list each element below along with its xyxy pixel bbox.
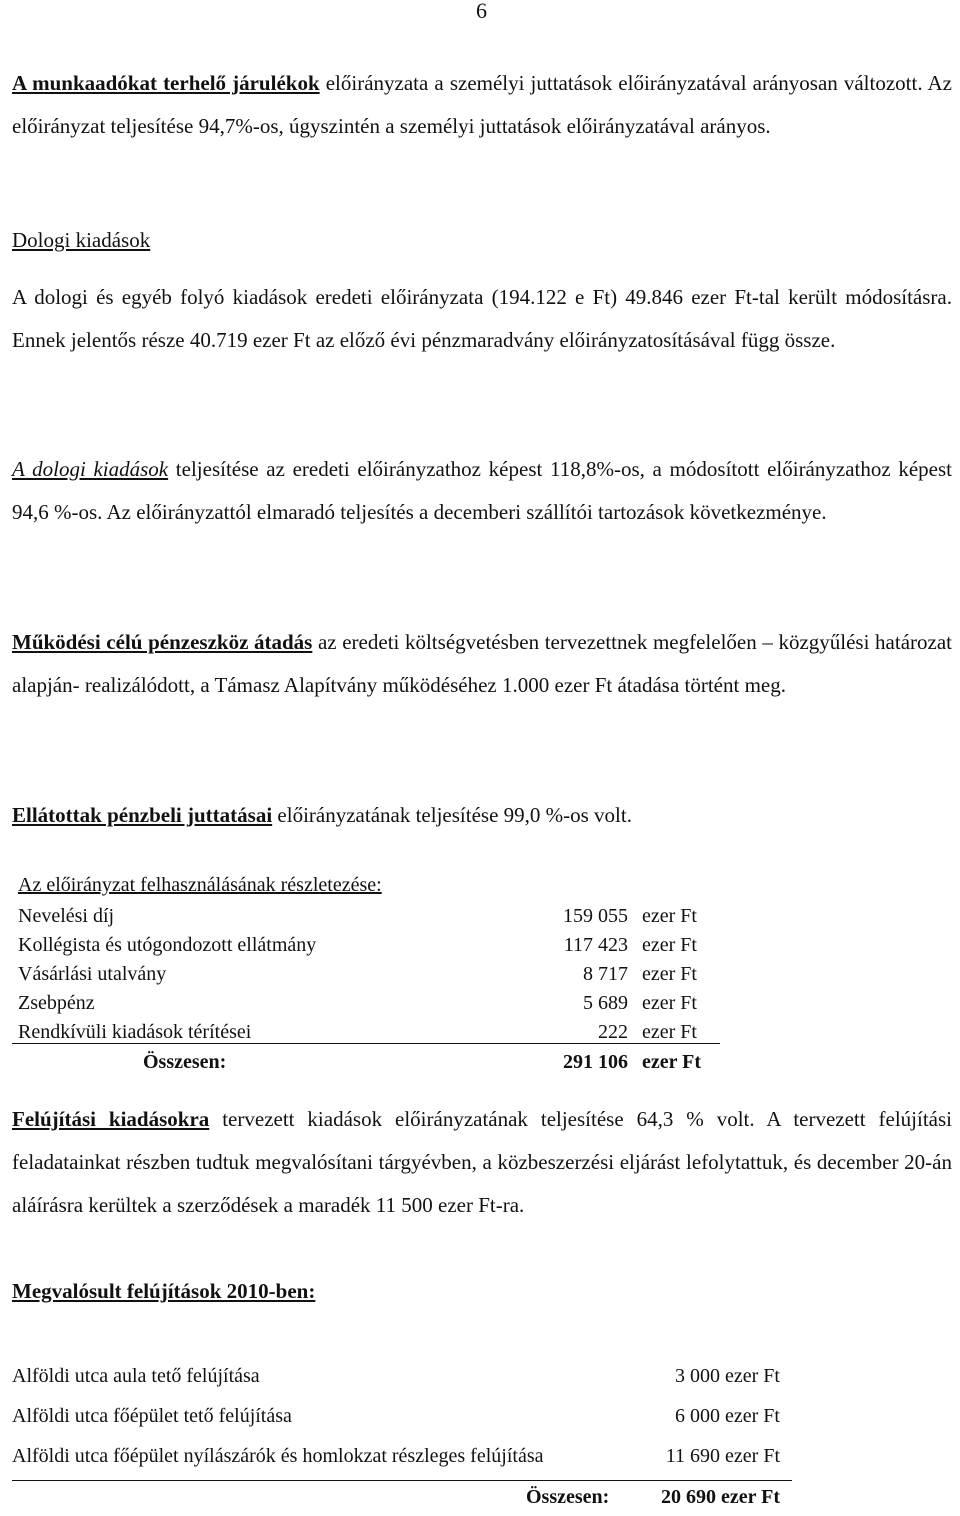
row-label: Zsebpénz <box>18 992 95 1014</box>
row-label: Nevelési díj <box>18 905 115 927</box>
row-amount: 159 055 <box>563 905 628 927</box>
row-unit: ezer Ft <box>642 992 697 1014</box>
paragraph-renovation <box>12 1098 952 1227</box>
renovation-lead: Felújítási kiadásokra <box>12 1107 210 1131</box>
row-amount: 222 <box>598 1021 628 1043</box>
row-amount: 117 423 <box>563 934 628 956</box>
paragraph-dologi-performance <box>12 448 952 534</box>
paragraph-benefits <box>12 794 952 837</box>
row-label: Vásárlási utalvány <box>18 963 167 985</box>
benefits-text: előirányzatának teljesítése 99,0 %-os volt. <box>272 803 632 827</box>
row-unit: ezer Ft <box>642 963 697 985</box>
row-label: Kollégista és utógondozott ellátmány <box>18 934 317 956</box>
row-unit: ezer Ft <box>642 905 697 927</box>
contributions-text: előirányzata a személyi juttatások előirányzatával arányosan változott. Az előirányzat teljesítése 94,7%-os, úgyszintén a személyi juttatások előirányzatával arányos. <box>12 71 952 138</box>
renovation-label: Alföldi utca főépület tető felújítása <box>12 1405 292 1427</box>
transfer-text: az eredeti költségvetésben tervezettnek megfelelően – közgyűlési határozat alapján- realizálódott, a Támasz Alapítvány működéséhez 1.000 ezer Ft átadása történt meg. <box>12 630 952 697</box>
row-amount: 5 689 <box>583 992 628 1014</box>
renovation-amount: 3 000 ezer Ft <box>675 1365 780 1387</box>
contributions-lead: A munkaadókat terhelő járulékok <box>12 71 320 95</box>
row-unit: ezer Ft <box>642 1021 697 1043</box>
row-unit: ezer Ft <box>642 934 697 956</box>
transfer-lead: Működési célú pénzeszköz átadás <box>12 630 313 654</box>
renovation-amount: 6 000 ezer Ft <box>675 1405 780 1427</box>
renovation-label: Alföldi utca főépület nyílászárók és homlokzat részleges felújítása <box>12 1445 544 1467</box>
paragraph-dologi: A dologi és egyéb folyó kiadások eredeti előirányzata (194.122 e Ft) 49.846 ezer Ft-tal került módosításra. Ennek jelentős része 40.719 ezer Ft az előző évi pénzmaradvány előirányzatosításával függ össze. <box>12 285 952 352</box>
renovation-label: Alföldi utca aula tető felújítása <box>12 1365 260 1387</box>
row-amount: 8 717 <box>583 963 628 985</box>
table-divider <box>12 1043 720 1044</box>
table-title: Az előirányzat felhasználásának részletezése: <box>18 874 382 896</box>
paragraph-transfer <box>12 621 952 707</box>
page-number: 6 <box>476 0 487 23</box>
row-label: Rendkívüli kiadások térítései <box>18 1021 252 1043</box>
renovation-amount: 11 690 ezer Ft <box>665 1445 780 1467</box>
renovation-text: tervezett kiadások előirányzatának teljesítése 64,3 % volt. A tervezett felújítási feladatainkat részben tudtuk megvalósítani tárgyévben, a közbeszerzési eljárást lefolytattuk, és december 20-án aláírásra kerültek a szerződések a maradék 11 500 ezer Ft-ra. <box>12 1107 953 1217</box>
heading-dologi-kiadasok: Dologi kiadások <box>12 228 151 252</box>
dologi-performance-text: teljesítése az eredeti előirányzathoz képest 118,8%-os, a módosított előirányzathoz képest 94,6 %-os. Az előirányzattól elmaradó teljesítés a decemberi szállítói tartozások következménye. <box>12 457 953 524</box>
paragraph-contributions <box>12 62 952 148</box>
dologi-lead: A dologi kiadások <box>12 457 169 481</box>
heading-renovations-2010: Megvalósult felújítások 2010-ben: <box>12 1279 316 1303</box>
benefits-lead: Ellátottak pénzbeli juttatásai <box>12 803 273 827</box>
